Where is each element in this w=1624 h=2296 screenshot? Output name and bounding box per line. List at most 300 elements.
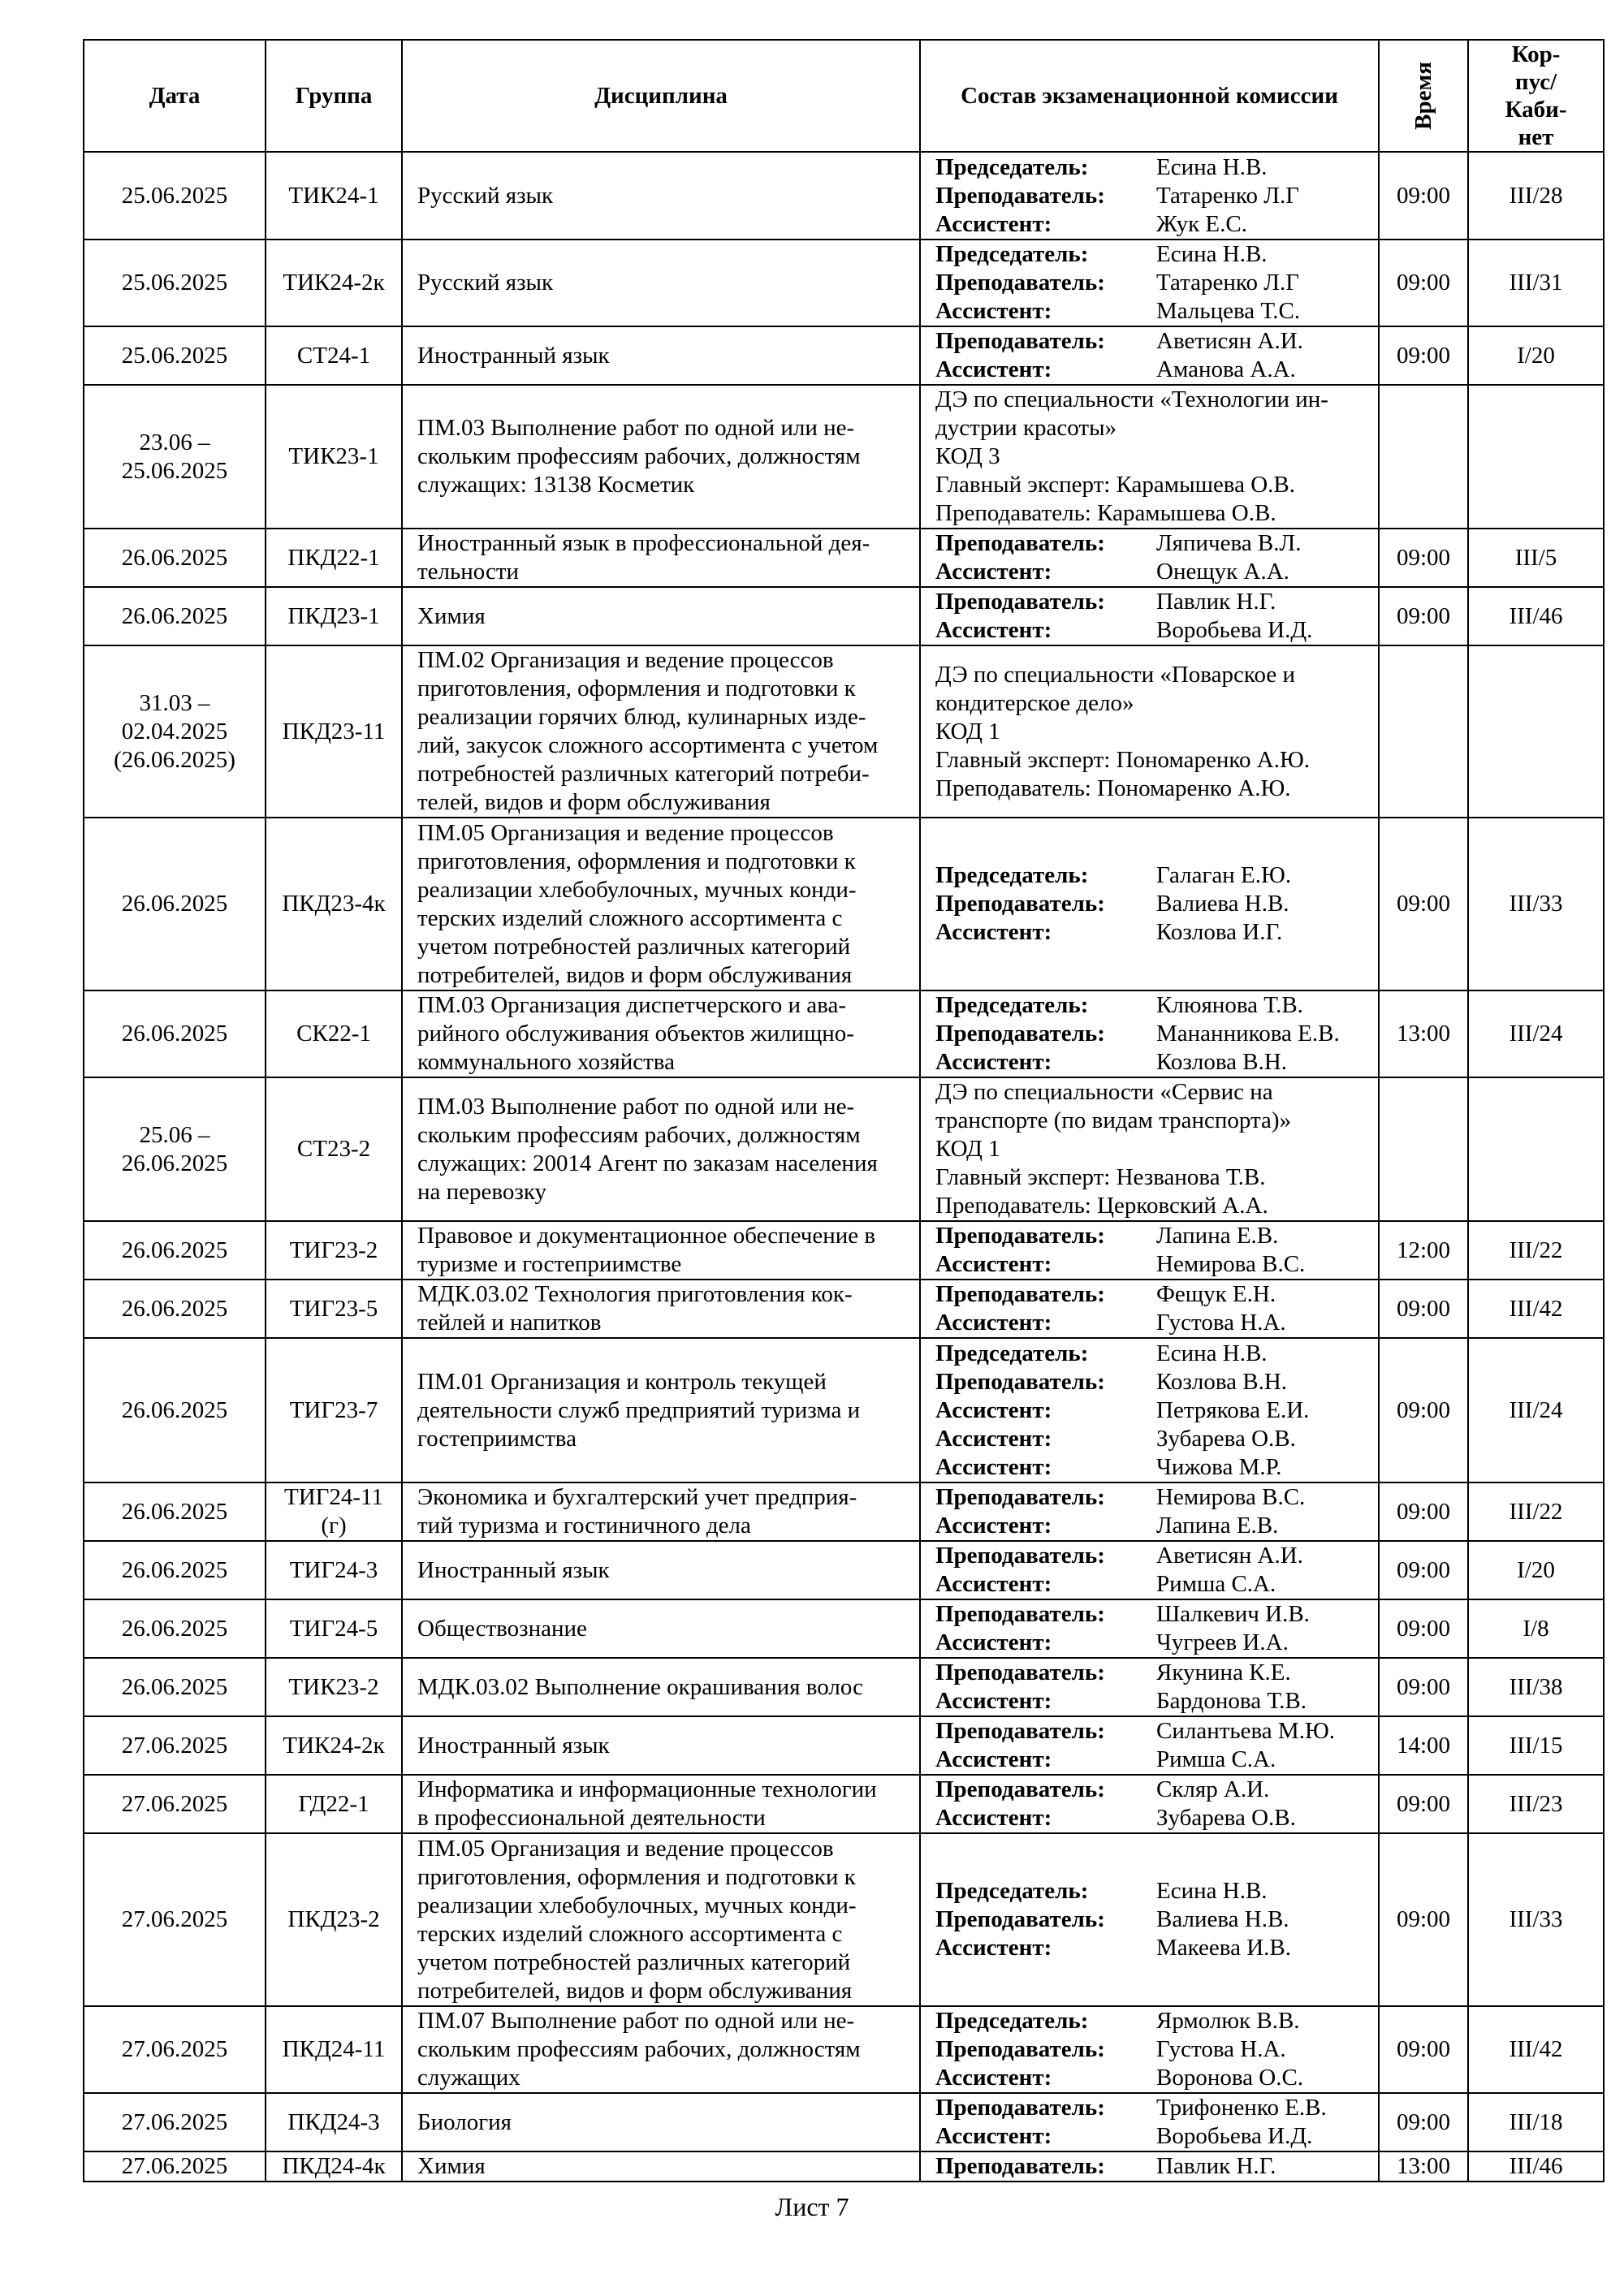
commission-cell <box>920 326 1379 385</box>
member-name: Аветисян А.И. <box>1156 328 1303 354</box>
group-cell-line: ПКД23-1 <box>287 602 380 629</box>
discipline-cell-line: в профессиональной деятельности <box>417 1805 766 1831</box>
member-role: Преподаватель: <box>935 1484 1105 1510</box>
group-cell <box>266 990 402 1077</box>
commission-member <box>935 2122 1375 2151</box>
discipline-cell <box>402 1833 920 2006</box>
table-body <box>84 152 1604 2182</box>
commission-member <box>935 529 1375 558</box>
date-cell <box>84 645 266 818</box>
date-cell-line: 26.06.2025 <box>121 1236 228 1263</box>
discipline-cell-line: Информатика и информационные технологии <box>417 1776 877 1802</box>
discipline-cell <box>402 1541 920 1599</box>
discipline-cell-line: Иностранный язык <box>417 1732 610 1759</box>
commission-member <box>935 1934 1375 1962</box>
commission-cell <box>920 1482 1379 1541</box>
group-cell-line: ТИГ23-7 <box>289 1396 378 1423</box>
member-name: Жук Е.С. <box>1156 210 1247 237</box>
commission-member <box>935 153 1375 182</box>
group-cell <box>266 152 402 240</box>
member-name: Чижова М.Р. <box>1156 1453 1282 1480</box>
date-cell <box>84 1221 266 1280</box>
discipline-cell <box>402 2006 920 2093</box>
room-cell: III/24 <box>1468 990 1604 1077</box>
member-role: Преподаватель: <box>935 1368 1105 1395</box>
table-row <box>84 1338 1604 1482</box>
member-role: Председатель: <box>935 862 1089 888</box>
discipline-cell-line: лий, закусок сложного ассортимента с учетом <box>417 732 879 758</box>
member-name: Клюянова Т.В. <box>1156 992 1303 1018</box>
date-cell <box>84 152 266 240</box>
member-role: Ассистент: <box>935 1310 1052 1336</box>
group-cell-line: СТ23-2 <box>296 1136 371 1162</box>
member-role: Ассистент: <box>935 1049 1052 1075</box>
time-cell: 09:00 <box>1379 1599 1468 1658</box>
discipline-cell-line: приготовления, оформления и подготовки к <box>417 848 856 874</box>
date-cell-line: (26.06.2025) <box>114 746 235 773</box>
time-cell: 09:00 <box>1379 529 1468 587</box>
member-name: Якунина К.Е. <box>1156 1659 1291 1685</box>
member-role: Ассистент: <box>935 1629 1052 1655</box>
member-name: Скляр А.И. <box>1156 1776 1270 1802</box>
commission-member <box>935 1659 1375 1687</box>
group-cell-line: ТИГ23-5 <box>289 1295 378 1322</box>
date-cell <box>84 1658 266 1716</box>
commission-text-line: ДЭ по специальности «Технологии ин- <box>935 386 1328 412</box>
discipline-cell-line: потребностей различных категорий потреби- <box>417 761 870 787</box>
room-cell: III/46 <box>1468 587 1604 645</box>
group-cell <box>266 587 402 645</box>
group-cell <box>266 645 402 818</box>
commission-member <box>935 1717 1375 1746</box>
date-cell <box>84 1482 266 1541</box>
discipline-cell-line: Химия <box>417 602 486 629</box>
time-cell <box>1379 645 1468 818</box>
commission-member <box>935 297 1375 326</box>
member-role: Преподаватель: <box>935 328 1105 354</box>
discipline-cell-line: ПМ.05 Организация и ведение процессов <box>417 819 834 846</box>
header-group: Группа <box>266 40 402 152</box>
discipline-cell-line: реализации горячих блюд, кулинарных изде- <box>417 704 866 730</box>
group-cell-line: ПКД22-1 <box>287 544 380 571</box>
member-name: Воронова О.С. <box>1156 2065 1304 2091</box>
discipline-cell <box>402 1716 920 1775</box>
table-row <box>84 2151 1604 2182</box>
commission-text-line: Преподаватель: Церковский А.А. <box>935 1193 1268 1219</box>
date-cell-line: 27.06.2025 <box>121 2153 228 2179</box>
time-cell: 09:00 <box>1379 1775 1468 1833</box>
group-cell <box>266 818 402 990</box>
group-cell-line: ТИК24-2к <box>283 1732 385 1759</box>
member-name: Зубарева О.В. <box>1156 1805 1296 1831</box>
date-cell-line: 02.04.2025 <box>121 718 228 744</box>
date-cell-line: 23.06 – <box>139 429 210 455</box>
member-name: Есина Н.В. <box>1156 1340 1268 1366</box>
commission-text-line: кондитерское дело» <box>935 689 1134 716</box>
commission-member <box>935 2064 1375 2092</box>
commission-cell <box>920 1599 1379 1658</box>
time-cell: 09:00 <box>1379 587 1468 645</box>
member-name: Галаган Е.Ю. <box>1156 862 1292 888</box>
discipline-cell-line: скольким профессиям рабочих, должностям <box>417 1121 861 1148</box>
discipline-cell-line: скольким профессиям рабочих, должностям <box>417 443 861 469</box>
discipline-cell-line: терских изделий сложного ассортимента с <box>417 904 843 931</box>
member-name: Петрякова Е.И. <box>1156 1396 1310 1423</box>
commission-member <box>935 327 1375 356</box>
table-row <box>84 1716 1604 1775</box>
commission-member <box>935 2007 1375 2035</box>
group-cell-line: ГД22-1 <box>298 1790 369 1817</box>
discipline-cell-line: служащих: 20014 Агент по заказам населения <box>417 1150 878 1176</box>
commission-text-line: Преподаватель: Карамышева О.В. <box>935 500 1276 526</box>
member-name: Немирова В.С. <box>1156 1251 1306 1277</box>
discipline-cell-line: служащих: 13138 Косметик <box>417 472 695 498</box>
group-cell-line: ТИК23-2 <box>288 1673 379 1700</box>
time-cell: 09:00 <box>1379 818 1468 990</box>
commission-member <box>935 356 1375 384</box>
member-name: Шалкевич И.В. <box>1156 1601 1310 1627</box>
commission-member <box>935 1453 1375 1482</box>
table-row <box>84 1775 1604 1833</box>
member-name: Есина Н.В. <box>1156 1878 1268 1904</box>
group-cell-line: ПКД23-4к <box>282 891 386 917</box>
group-cell <box>266 1077 402 1221</box>
member-name: Ярмолюк В.В. <box>1156 2008 1300 2034</box>
discipline-cell-line: Иностранный язык в профессиональной дея- <box>417 530 870 556</box>
discipline-cell-line: Правовое и документационное обеспечение в <box>417 1223 876 1249</box>
commission-member <box>935 1309 1375 1337</box>
member-role: Преподаватель: <box>935 1281 1105 1307</box>
date-cell <box>84 1338 266 1482</box>
time-cell: 09:00 <box>1379 326 1468 385</box>
group-cell <box>266 529 402 587</box>
date-cell <box>84 1716 266 1775</box>
commission-member <box>935 1877 1375 1905</box>
commission-member <box>935 1804 1375 1832</box>
commission-member <box>935 1483 1375 1512</box>
group-cell-line: ТИК24-1 <box>288 182 379 209</box>
group-cell-line: ТИК24-2к <box>283 270 385 296</box>
commission-cell <box>920 1716 1379 1775</box>
member-name: Татаренко Л.Г <box>1156 182 1299 209</box>
room-cell: III/33 <box>1468 818 1604 990</box>
table-header-row <box>84 40 1604 152</box>
discipline-cell <box>402 326 920 385</box>
commission-member <box>935 616 1375 645</box>
discipline-cell-line: ПМ.03 Организация диспетчерского и ава- <box>417 992 846 1018</box>
member-role: Председатель: <box>935 2008 1089 2034</box>
discipline-cell <box>402 1658 920 1716</box>
commission-cell <box>920 1658 1379 1716</box>
member-name: Лапина Е.В. <box>1156 1223 1279 1249</box>
room-cell: III/38 <box>1468 1658 1604 1716</box>
discipline-cell-line: служащих <box>417 2065 520 2091</box>
date-cell-line: 27.06.2025 <box>121 2036 228 2062</box>
date-cell <box>84 818 266 990</box>
table-row <box>84 1833 1604 2006</box>
member-name: Ляпичева В.Л. <box>1156 530 1302 556</box>
date-cell <box>84 240 266 326</box>
date-cell <box>84 326 266 385</box>
discipline-cell-line: тельности <box>417 559 520 585</box>
room-cell: III/42 <box>1468 1280 1604 1338</box>
member-role: Председатель: <box>935 992 1089 1018</box>
member-role: Ассистент: <box>935 1688 1052 1714</box>
member-role: Председатель: <box>935 1340 1089 1366</box>
date-cell-line: 27.06.2025 <box>121 2108 228 2135</box>
room-cell: I/20 <box>1468 1541 1604 1599</box>
commission-cell <box>920 1221 1379 1280</box>
group-cell <box>266 1775 402 1833</box>
member-name: Козлова В.Н. <box>1156 1049 1288 1075</box>
time-cell: 09:00 <box>1379 1338 1468 1482</box>
member-name: Валиева Н.В. <box>1156 891 1289 917</box>
table-row <box>84 1541 1604 1599</box>
commission-member <box>935 182 1375 210</box>
room-cell: III/22 <box>1468 1221 1604 1280</box>
discipline-cell-line: ПМ.03 Выполнение работ по одной или не- <box>417 1093 855 1120</box>
group-cell <box>266 2151 402 2182</box>
table-row <box>84 1482 1604 1541</box>
discipline-cell-line: Русский язык <box>417 182 554 209</box>
discipline-cell-line: приготовления, оформления и подготовки к <box>417 1863 856 1890</box>
time-cell: 12:00 <box>1379 1221 1468 1280</box>
discipline-cell <box>402 990 920 1077</box>
discipline-cell-line: ПМ.07 Выполнение работ по одной или не- <box>417 2008 855 2034</box>
discipline-cell-line: Биология <box>417 2108 512 2135</box>
date-cell-line: 26.06.2025 <box>121 1673 228 1700</box>
commission-member <box>935 861 1375 890</box>
member-role: Ассистент: <box>935 919 1052 945</box>
room-cell: I/8 <box>1468 1599 1604 1658</box>
discipline-cell-line: Экономика и бухгалтерский учет предприя- <box>417 1484 857 1510</box>
commission-member <box>935 890 1375 918</box>
member-name: Немирова В.С. <box>1156 1484 1306 1510</box>
table-row <box>84 529 1604 587</box>
room-cell: III/15 <box>1468 1716 1604 1775</box>
date-cell-line: 31.03 – <box>139 689 210 716</box>
member-role: Ассистент: <box>935 1935 1052 1961</box>
member-role: Преподаватель: <box>935 1601 1105 1627</box>
group-cell <box>266 1599 402 1658</box>
group-cell <box>266 1280 402 1338</box>
commission-member <box>935 1746 1375 1774</box>
member-name: Козлова И.Г. <box>1156 919 1283 945</box>
header-commission: Состав экзаменационной комиссии <box>920 40 1379 152</box>
time-cell <box>1379 385 1468 529</box>
member-name: Есина Н.В. <box>1156 241 1268 267</box>
room-cell <box>1468 645 1604 818</box>
group-cell <box>266 240 402 326</box>
table-row <box>84 1221 1604 1280</box>
discipline-cell-line: ПМ.01 Организация и контроль текущей <box>417 1368 827 1395</box>
discipline-cell-line: телей, видов и форм обслуживания <box>417 789 771 815</box>
member-role: Ассистент: <box>935 617 1052 643</box>
member-name: Козлова В.Н. <box>1156 1368 1288 1395</box>
member-name: Трифоненко Е.В. <box>1156 2095 1327 2121</box>
table-row <box>84 1280 1604 1338</box>
commission-member <box>935 1687 1375 1716</box>
commission-cell <box>920 818 1379 990</box>
room-cell: III/42 <box>1468 2006 1604 2093</box>
commission-member <box>935 2035 1375 2064</box>
commission-cell <box>920 1338 1379 1482</box>
commission-cell <box>920 1775 1379 1833</box>
member-role: Ассистент: <box>935 1746 1052 1772</box>
member-role: Председатель: <box>935 153 1089 180</box>
member-name: Римша С.А. <box>1156 1746 1276 1772</box>
commission-cell <box>920 645 1379 818</box>
schedule-sheet <box>83 39 1603 2182</box>
commission-member <box>935 1020 1375 1048</box>
room-cell: III/24 <box>1468 1338 1604 1482</box>
discipline-cell-line: тейлей и напитков <box>417 1310 602 1336</box>
discipline-cell <box>402 1280 920 1338</box>
member-name: Чугреев И.А. <box>1156 1629 1289 1655</box>
discipline-cell-line: потребителей, видов и форм обслуживания <box>417 1977 853 2004</box>
member-name: Густова Н.А. <box>1156 1310 1286 1336</box>
header-time: Время <box>1379 40 1468 152</box>
commission-cell <box>920 587 1379 645</box>
discipline-cell <box>402 1338 920 1482</box>
commission-member <box>935 1222 1375 1250</box>
group-cell-line: ТИК23-1 <box>288 443 379 469</box>
commission-member <box>935 2152 1375 2181</box>
group-cell-line: ПКД24-3 <box>287 2108 380 2135</box>
time-cell <box>1379 1077 1468 1221</box>
time-cell: 09:00 <box>1379 1833 1468 2006</box>
group-cell <box>266 326 402 385</box>
discipline-cell-line: реализации хлебобулочных, мучных конди- <box>417 1892 857 1918</box>
discipline-cell-line: учетом потребностей различных категорий <box>417 1949 851 1975</box>
member-role: Ассистент: <box>935 2065 1052 2091</box>
group-cell <box>266 2093 402 2151</box>
member-role: Ассистент: <box>935 1453 1052 1480</box>
member-role: Ассистент: <box>935 210 1052 237</box>
member-role: Ассистент: <box>935 1251 1052 1277</box>
date-cell <box>84 2006 266 2093</box>
commission-member <box>935 2094 1375 2122</box>
group-cell-line: СТ24-1 <box>296 342 371 369</box>
member-name: Аветисян А.И. <box>1156 1543 1303 1569</box>
discipline-cell-line: Химия <box>417 2153 486 2179</box>
date-cell-line: 27.06.2025 <box>121 1906 228 1932</box>
time-cell: 09:00 <box>1379 1482 1468 1541</box>
commission-member <box>935 918 1375 947</box>
date-cell-line: 26.06.2025 <box>121 1615 228 1642</box>
date-cell <box>84 1077 266 1221</box>
table-row <box>84 385 1604 529</box>
group-cell <box>266 2006 402 2093</box>
member-role: Преподаватель: <box>935 182 1105 209</box>
date-cell <box>84 1541 266 1599</box>
time-cell: 13:00 <box>1379 2151 1468 2182</box>
room-cell <box>1468 1077 1604 1221</box>
time-cell: 09:00 <box>1379 1658 1468 1716</box>
member-role: Преподаватель: <box>935 2153 1105 2179</box>
time-cell: 09:00 <box>1379 2006 1468 2093</box>
member-name: Воробьева И.Д. <box>1156 2123 1313 2149</box>
group-cell-line: ПКД24-11 <box>282 2036 386 2062</box>
discipline-cell-line: МДК.03.02 Технология приготовления кок- <box>417 1281 853 1307</box>
discipline-cell <box>402 587 920 645</box>
commission-member <box>935 240 1375 269</box>
commission-member <box>935 1542 1375 1570</box>
discipline-cell-line: Иностранный язык <box>417 342 610 369</box>
discipline-cell <box>402 1221 920 1280</box>
member-role: Преподаватель: <box>935 1659 1105 1685</box>
date-cell-line: 25.06.2025 <box>121 270 228 296</box>
room-cell: III/28 <box>1468 152 1604 240</box>
member-name: Павлик Н.Г. <box>1156 2153 1276 2179</box>
date-cell-line: 26.06.2025 <box>121 1295 228 1322</box>
time-cell: 09:00 <box>1379 1541 1468 1599</box>
discipline-cell-line: гостеприимства <box>417 1425 577 1452</box>
member-name: Зубарева О.В. <box>1156 1425 1296 1452</box>
date-cell-line: 26.06.2025 <box>121 1498 228 1525</box>
date-cell-line: 26.06.2025 <box>121 1556 228 1583</box>
discipline-cell <box>402 385 920 529</box>
group-cell <box>266 1338 402 1482</box>
member-role: Преподаватель: <box>935 891 1105 917</box>
member-role: Ассистент: <box>935 1571 1052 1597</box>
commission-member <box>935 1776 1375 1804</box>
discipline-cell <box>402 240 920 326</box>
member-name: Валиева Н.В. <box>1156 1906 1289 1932</box>
member-role: Преподаватель: <box>935 589 1105 615</box>
commission-member <box>935 1340 1375 1368</box>
member-name: Фещук Е.Н. <box>1156 1281 1276 1307</box>
member-role: Преподаватель: <box>935 2036 1105 2062</box>
discipline-cell-line: на перевозку <box>417 1178 547 1205</box>
commission-text-line: транспорте (по видам транспорта)» <box>935 1107 1292 1133</box>
table-row <box>84 645 1604 818</box>
discipline-cell <box>402 1482 920 1541</box>
discipline-cell-line: ПМ.02 Организация и ведение процессов <box>417 647 834 673</box>
member-role: Преподаватель: <box>935 1776 1105 1802</box>
commission-text-line: дустрии красоты» <box>935 415 1117 441</box>
date-cell-line: 26.06.2025 <box>121 1021 228 1047</box>
discipline-cell-line: тий туризма и гостиничного дела <box>417 1513 751 1539</box>
discipline-cell <box>402 818 920 990</box>
member-role: Преподаватель: <box>935 1543 1105 1569</box>
date-cell <box>84 385 266 529</box>
commission-text-line: Главный эксперт: Карамышева О.В. <box>935 472 1296 498</box>
table-row <box>84 1599 1604 1658</box>
room-cell: III/46 <box>1468 2151 1604 2182</box>
date-cell <box>84 2093 266 2151</box>
group-cell-line: ПКД24-4к <box>282 2153 386 2179</box>
commission-cell <box>920 385 1379 529</box>
group-cell-line: ТИГ23-2 <box>289 1236 378 1263</box>
table-row <box>84 326 1604 385</box>
date-cell-line: 26.06.2025 <box>121 602 228 629</box>
member-name: Татаренко Л.Г <box>1156 270 1299 296</box>
member-role: Ассистент: <box>935 559 1052 585</box>
table-row <box>84 2093 1604 2151</box>
member-role: Преподаватель: <box>935 1223 1105 1249</box>
discipline-cell-line: Русский язык <box>417 270 554 296</box>
member-name: Аманова А.А. <box>1156 356 1296 382</box>
room-cell: III/22 <box>1468 1482 1604 1541</box>
member-role: Председатель: <box>935 1878 1089 1904</box>
commission-cell <box>920 2151 1379 2182</box>
room-cell: III/18 <box>1468 2093 1604 2151</box>
commission-member <box>935 1570 1375 1599</box>
date-cell-line: 26.06.2025 <box>121 891 228 917</box>
date-cell <box>84 1599 266 1658</box>
member-name: Воробьева И.Д. <box>1156 617 1313 643</box>
